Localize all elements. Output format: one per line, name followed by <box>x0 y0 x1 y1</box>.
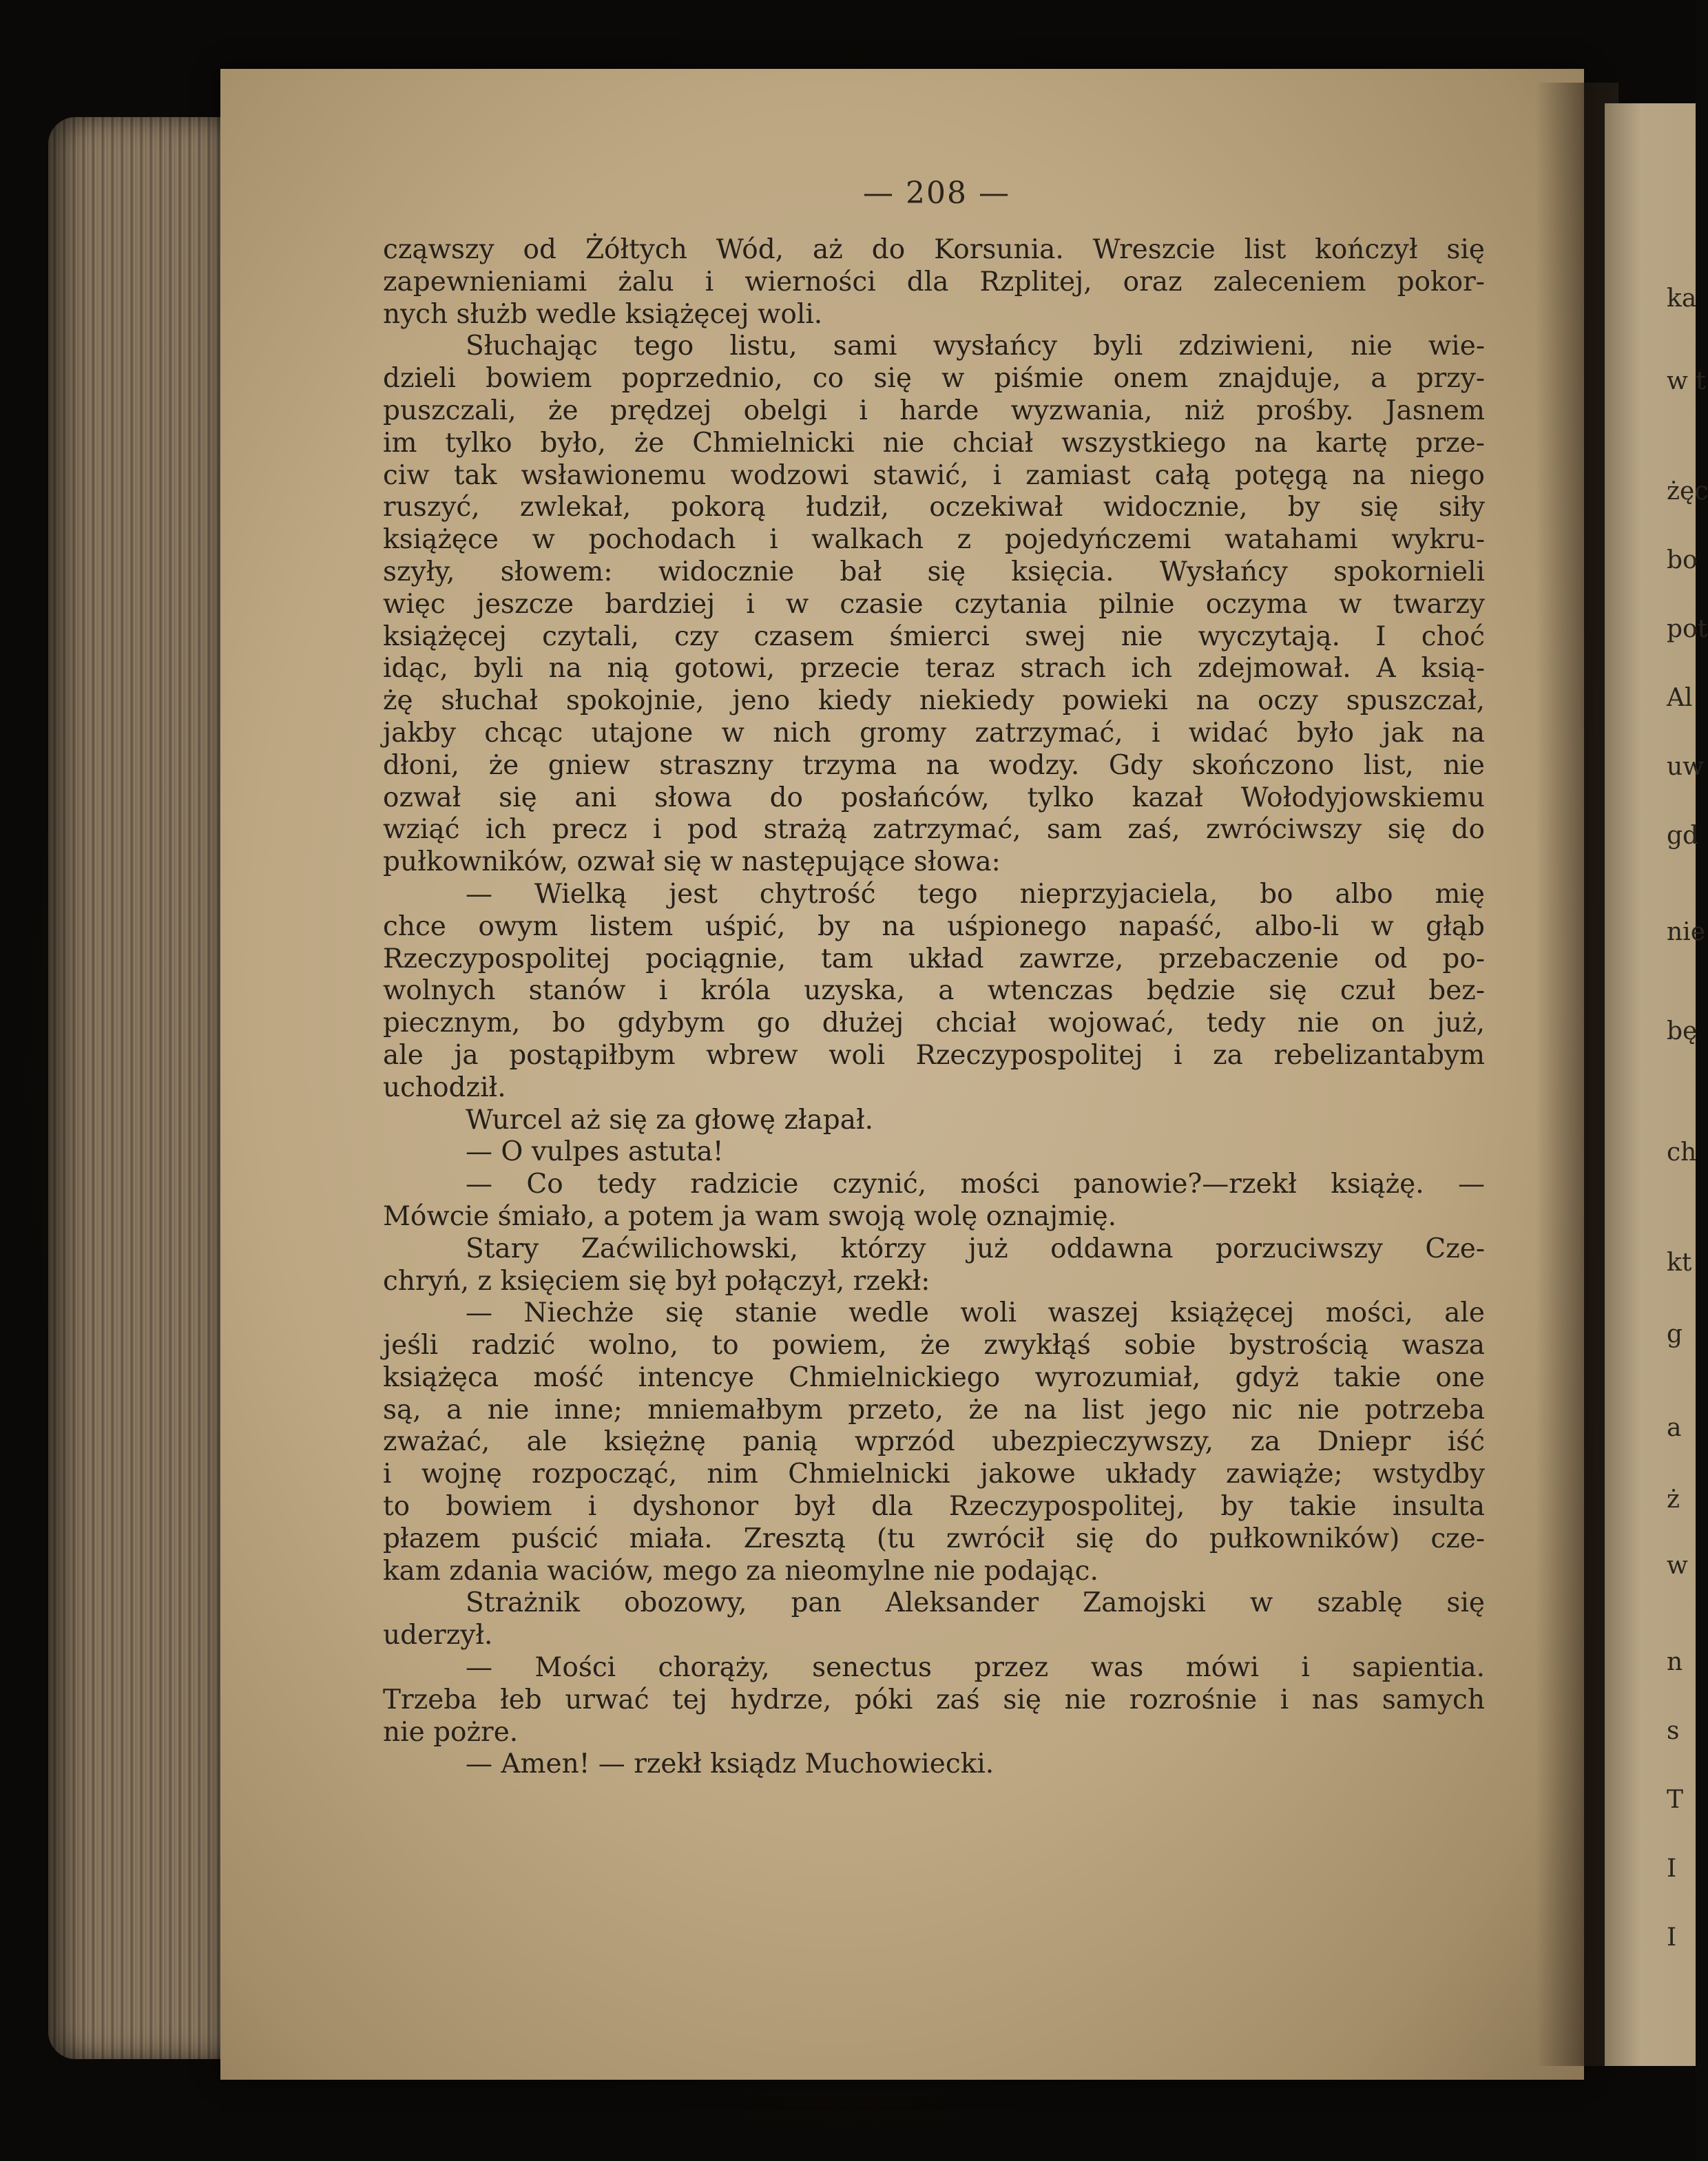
text-line: Słuchając tego listu, sami wysłańcy byli zdziwieni, nie wie- <box>466 331 1485 362</box>
text-line: uderzył. <box>383 1620 493 1651</box>
text-line: jakby chcąc utajone w nich gromy zatrzymać, i widać było jak na <box>383 717 1485 749</box>
text-line: puszczali, że prędzej obelgi i harde wyzwania, niż prośby. Jasnem <box>383 395 1485 426</box>
facing-page-fragment: g <box>1667 1320 1683 1348</box>
text-line: kam zdania waciów, mego za nieomylne nie podając. <box>383 1555 1098 1587</box>
text-line: Wurcel aż się za głowę złapał. <box>466 1104 874 1136</box>
facing-page-fragment: n <box>1667 1648 1683 1676</box>
facing-page-fragment: w t <box>1667 367 1706 395</box>
text-line: jeśli radzić wolno, to powiem, że zwykłąś sobie bystrością wasza <box>383 1330 1485 1361</box>
text-line: książęca mość intencye Chmielnickiego wyrozumiał, gdyż takie one <box>383 1361 1485 1393</box>
text-line: — Mości chorąży, senectus przez was mówi i sapientia. <box>466 1652 1485 1684</box>
text-line: uchodził. <box>383 1072 506 1103</box>
text-line: ale ja postąpiłbym wbrew woli Rzeczypospolitej i za rebelizantabym <box>383 1039 1485 1071</box>
text-line: płazem puścić miała. Zresztą (tu zwrócił się do pułkowników) cze- <box>383 1523 1485 1554</box>
facing-page-fragment: bę <box>1667 1017 1698 1045</box>
facing-page-fragment: ka <box>1667 284 1697 313</box>
facing-page-fragment: nie <box>1667 918 1706 946</box>
facing-page-fragment: I <box>1667 1855 1677 1883</box>
facing-page-fragment: uw <box>1667 753 1704 781</box>
text-line: wolnych stanów i króla uzyska, a wtenczas będzie się czuł bez- <box>383 975 1485 1007</box>
text-line: im tylko było, że Chmielnicki nie chciał wszystkiego na kartę prze- <box>383 427 1485 459</box>
facing-page-fragment: s <box>1667 1717 1680 1745</box>
text-line: ozwał się ani słowa do posłańców, tylko kazał Wołodyjowskiemu <box>383 782 1485 813</box>
text-line: Strażnik obozowy, pan Aleksander Zamojski w szablę się <box>466 1587 1485 1619</box>
page-number: — 208 — <box>863 176 1010 211</box>
text-line: cząwszy od Żółtych Wód, aż do Korsunia. Wreszcie list kończył się <box>383 234 1485 265</box>
facing-page-fragment: bo <box>1667 546 1698 574</box>
text-line: nych służb wedle książęcej woli. <box>383 298 823 330</box>
facing-page-fragment: ż <box>1667 1485 1680 1514</box>
text-line: — Niechże się stanie wedle woli waszej książęcej mości, ale <box>466 1297 1485 1329</box>
text-line: idąc, byli na nią gotowi, przecie teraz strach ich zdejmował. A ksią- <box>383 653 1485 685</box>
facing-page-fragment: ch <box>1667 1138 1697 1167</box>
text-line: ruszyć, zwlekał, pokorą łudził, oczekiwał widocznie, by się siły <box>383 492 1485 523</box>
text-line: żę słuchał spokojnie, jeno kiedy niekiedy powieki na oczy spuszczał, <box>383 685 1485 717</box>
facing-page-fragment: żęc <box>1667 477 1708 505</box>
facing-page-fragment: Al <box>1667 684 1693 712</box>
text-line: pułkowników, ozwał się w następujące słowa: <box>383 846 1001 878</box>
facing-page-fragment: gd <box>1667 822 1699 850</box>
text-line: Rzeczypospolitej pociągnie, tam układ zawrze, przebaczenie od po- <box>383 943 1485 974</box>
text-line: książęce w pochodach i walkach z pojedyńczemi watahami wykru- <box>383 524 1485 556</box>
facing-page-fragment: I <box>1667 1923 1677 1952</box>
text-line: chryń, z księciem się był połączył, rzekł: <box>383 1265 930 1297</box>
text-line: ciw tak wsławionemu wodzowi stawić, i zamiast całą potęgą na niego <box>383 459 1485 491</box>
facing-page-fragment: pot <box>1667 615 1708 643</box>
text-line: — O vulpes astuta! <box>466 1136 724 1168</box>
facing-page-fragment: a <box>1667 1414 1682 1442</box>
text-line: więc jeszcze bardziej i w czasie czytania pilnie oczyma w twarzy <box>383 588 1485 620</box>
text-line: książęcej czytali, czy czasem śmierci swej nie wyczytają. I choć <box>383 620 1485 652</box>
text-line: dzieli bowiem poprzednio, co się w piśmie onem znajduje, a przy- <box>383 363 1485 395</box>
text-line: Trzeba łeb urwać tej hydrze, póki zaś się nie rozrośnie i nas samych <box>383 1684 1485 1715</box>
text-line: są, a nie inne; mniemałbym przeto, że na list jego nic nie potrzeba <box>383 1394 1485 1426</box>
text-line: zważać, ale księżnę panią wprzód ubezpieczywszy, za Dniepr iść <box>383 1426 1485 1458</box>
facing-page-fragment: T <box>1667 1786 1684 1814</box>
page-text <box>383 234 1485 1781</box>
text-line: nie pożre. <box>383 1716 519 1748</box>
text-line: — Co tedy radzicie czynić, mości panowie?—rzekł książę. — <box>466 1169 1485 1200</box>
facing-page-edge <box>1605 103 1708 2066</box>
text-line: wziąć ich precz i pod strażą zatrzymać, sam zaś, zwróciwszy się do <box>383 814 1485 846</box>
text-line: chce owym listem uśpić, by na uśpionego napaść, albo-li w głąb <box>383 910 1485 942</box>
text-line: i wojnę rozpocząć, nim Chmielnicki jakowe układy zawiąże; wstydby <box>383 1459 1485 1490</box>
facing-page-fragment: w <box>1667 1552 1688 1580</box>
text-line: Stary Zaćwilichowski, którzy już oddawna porzuciwszy Cze- <box>466 1233 1485 1264</box>
text-line: szyły, słowem: widocznie bał się księcia. Wysłańcy spokornieli <box>383 556 1485 587</box>
text-line: piecznym, bo gdybym go dłużej chciał wojować, tedy nie on już, <box>383 1008 1485 1039</box>
text-line: Mówcie śmiało, a potem ja wam swoją wolę oznajmię. <box>383 1200 1117 1232</box>
text-line: — Wielką jest chytrość tego nieprzyjaciela, bo albo mię <box>466 878 1485 910</box>
facing-page-fragment: kt <box>1667 1249 1692 1277</box>
text-line: zapewnieniami żalu i wierności dla Rzplitej, oraz zaleceniem pokor- <box>383 266 1485 297</box>
text-line: to bowiem i dyshonor był dla Rzeczypospolitej, by takie insulta <box>383 1491 1485 1523</box>
text-line: dłoni, że gniew straszny trzyma na wodzy. Gdy skończono list, nie <box>383 749 1485 781</box>
text-line: — Amen! — rzekł ksiądz Muchowiecki. <box>466 1748 994 1780</box>
